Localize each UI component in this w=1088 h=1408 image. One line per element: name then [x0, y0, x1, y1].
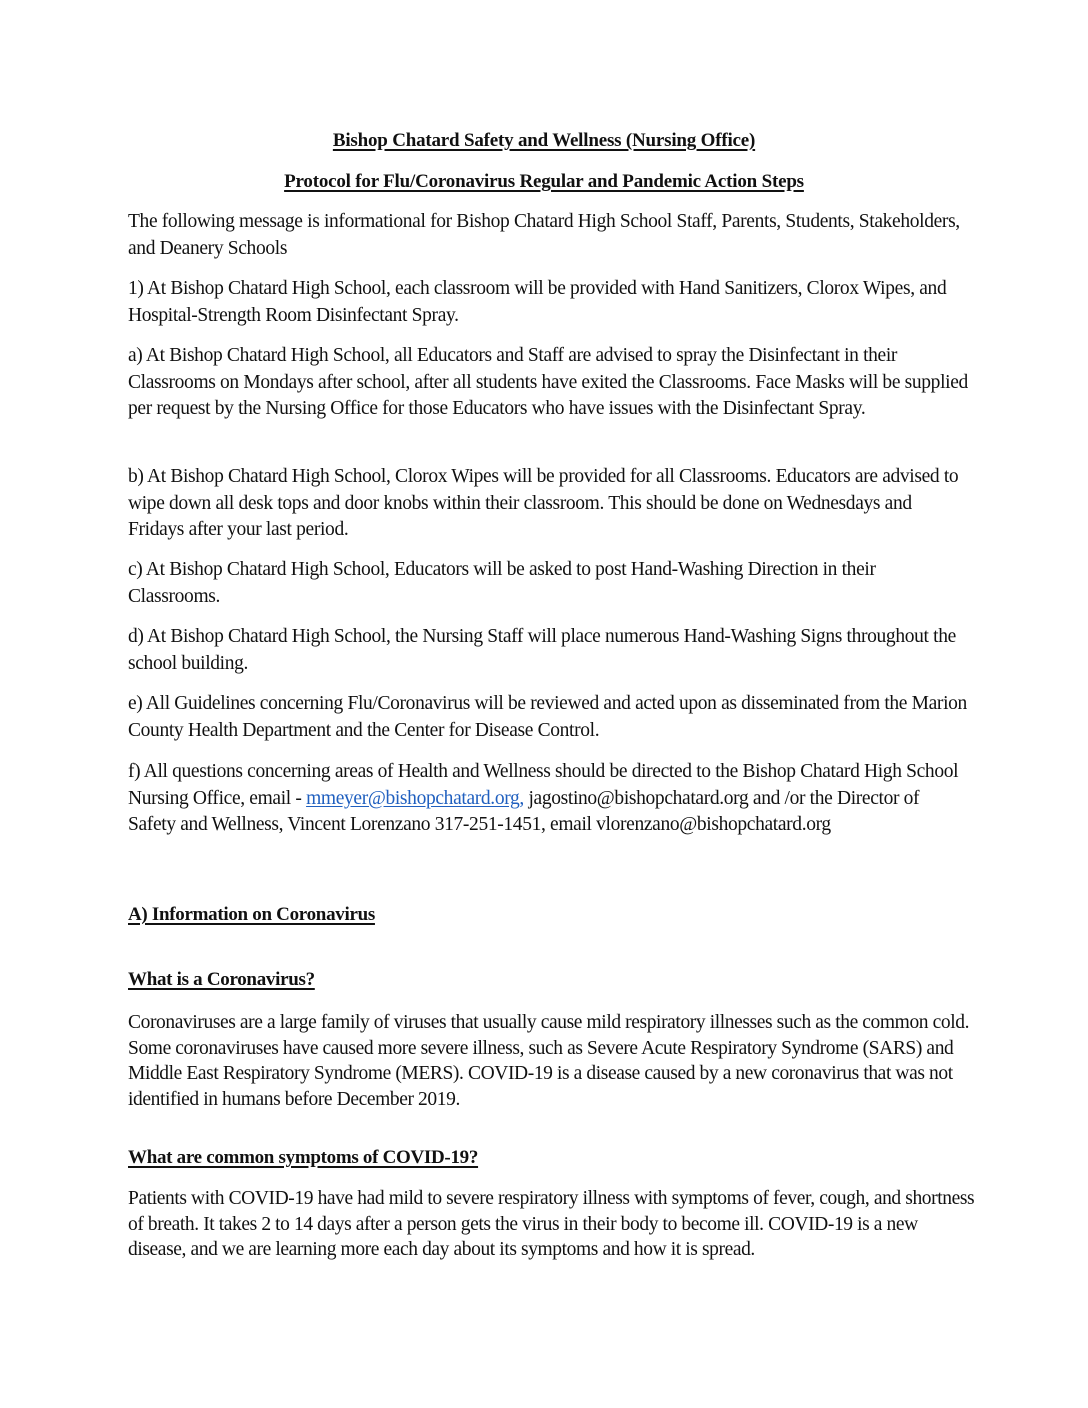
item-a-paragraph: a) At Bishop Chatard High School, all Educators and Staff are advised to spray the Disinfectant in their Classrooms on Mondays after school, after all students have exited the Classrooms. Face Masks will be supplied per request by the Nursing Office for those Educators who have issues with the Disinfectant Spray. — [128, 345, 968, 419]
contact-text-prefix: f) All questions concerning areas of Health and Wellness should be directed to the Bishop Chatard High School Nursing Office, email - — [128, 761, 959, 809]
intro-paragraph: The following message is informational for Bishop Chatard High School Staff, Parents, Students, Stakeholders, and Deanery Schools — [128, 211, 960, 259]
what-is-coronavirus-heading: What is a Coronavirus? — [128, 969, 315, 990]
contact-text-suffix: jagostino@bishopchatard.org and /or the Director of Safety and Wellness, Vincent Lorenzano 317-251-1451, email vlorenzano@bishopchatard.org — [128, 787, 920, 835]
item-1-paragraph: 1) At Bishop Chatard High School, each classroom will be provided with Hand Sanitizers, Clorox Wipes, and Hospital-Strength Room Disinfectant Spray. — [128, 278, 947, 326]
what-is-coronavirus-text: Coronaviruses are a large family of viruses that usually cause mild respiratory illnesses such as the common cold. Some coronaviruses have caused more severe illness, such as Severe Acute Respiratory Syndrome (SARS) and Middle East Respiratory Syndrome (MERS). COVID-19 is a disease caused by a new coronavirus that was not identified in humans before December 2019. — [128, 1012, 970, 1110]
item-b-paragraph: b) At Bishop Chatard High School, Clorox Wipes will be provided for all Classrooms. Educators are advised to wipe down all desk tops and door knobs within their classroom. This should be done on Wednesdays and Fridays after your last period. — [128, 466, 959, 540]
section-a-heading: A) Information on Coronavirus — [128, 904, 375, 925]
document-subtitle: Protocol for Flu/Coronavirus Regular and Pandemic Action Steps — [284, 171, 804, 192]
item-c-paragraph: c) At Bishop Chatard High School, Educators will be asked to post Hand-Washing Direction in their Classrooms. — [128, 559, 876, 607]
nursing-email-link[interactable]: mmeyer@bishopchatard.org, — [306, 787, 524, 809]
symptoms-text: Patients with COVID-19 have had mild to severe respiratory illness with symptoms of fever, cough, and shortness of breath. It takes 2 to 14 days after a person gets the virus in their body to become ill. COVID-19 is a new disease, and we are learning more each day about its symptoms and how it is spread. — [128, 1188, 975, 1260]
item-e-paragraph: e) All Guidelines concerning Flu/Coronavirus will be reviewed and acted upon as disseminated from the Marion County Health Department and the Center for Disease Control. — [128, 693, 967, 741]
document-title: Bishop Chatard Safety and Wellness (Nursing Office) — [332, 130, 756, 151]
contact-paragraph — [128, 759, 968, 839]
item-d-paragraph: d) At Bishop Chatard High School, the Nursing Staff will place numerous Hand-Washing Signs throughout the school building. — [128, 626, 956, 674]
symptoms-heading: What are common symptoms of COVID-19? — [128, 1147, 479, 1168]
